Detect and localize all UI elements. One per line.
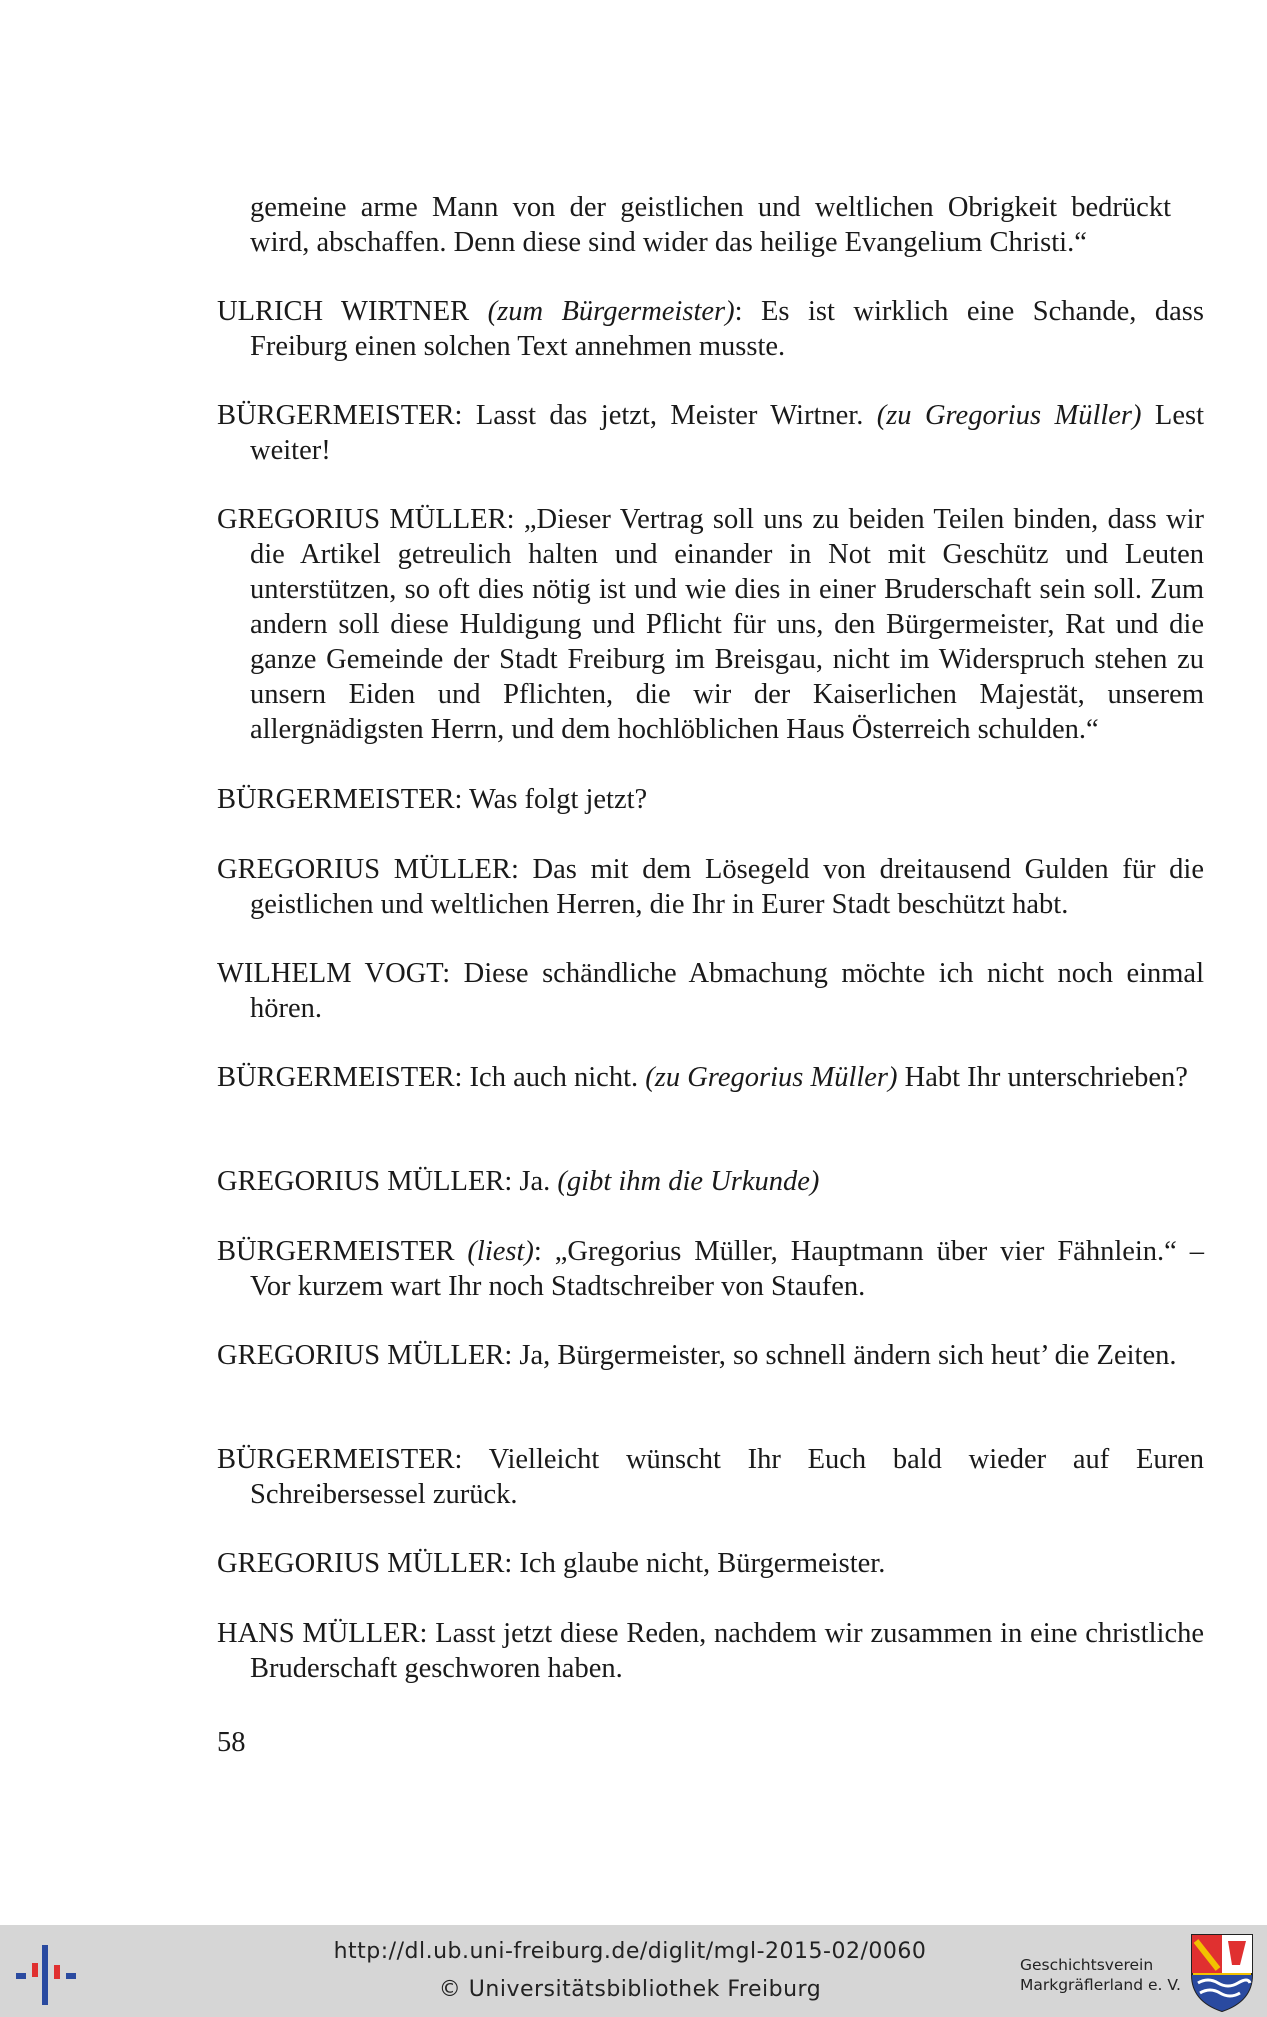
speech-paragraph [217,1234,1204,1304]
speech-text: HANS MÜLLER: Lasst jetzt diese Reden, nachdem wir zusammen in eine christliche Bruderschaft geschworen haben. [217,1618,1204,1684]
speech-paragraph [217,1616,1204,1686]
footer-copyright: © Universitätsbibliothek Freiburg [438,1977,822,2002]
speech-paragraph [217,1060,1204,1095]
footer-organization [1020,1955,1181,1995]
speech-text: BÜRGERMEISTER [217,1236,468,1267]
stage-direction: (gibt ihm die Urkunde) [557,1166,820,1197]
quote-paragraph [250,190,1171,260]
speech-text: BÜRGERMEISTER: Lasst das jetzt, Meister Wirtner. [217,400,877,431]
speech-paragraph [217,1546,1204,1581]
stage-direction: (zum Bürgermeister) [487,296,735,327]
speech-text: GREGORIUS MÜLLER: Ja, Bürgermeister, so schnell ändern sich heut’ die Zeiten. [217,1340,1177,1371]
speech-paragraph [217,1164,1204,1199]
speech-text: GREGORIUS MÜLLER: „Dieser Vertrag soll uns zu beiden Teilen binden, dass wir die Artikel getreulich halten und einander in Not mit Geschütz und Leuten unterstützen, so oft dies nötig ist und wie dies in einer Bruderschaft sein soll. Zum andern soll diese Huldigung und Pflicht für uns, den Bürgermeister, Rat und die ganze Gemeinde der Stadt Freiburg im Breisgau, nicht im Widerspruch stehen zu unsern Eiden und Pflichten, die wir der Kaiserlichen Majestät, unserem allergnädigsten Herrn, und dem hochlöblichen Haus Österreich schulden.“ [217,504,1204,745]
speech-paragraph [217,956,1204,1026]
speech-text: Habt Ihr unterschrieben? [897,1062,1188,1093]
org-name-line2: Markgräflerland e. V. [1020,1976,1181,1994]
speech-text: ULRICH WIRTNER [217,296,488,327]
speech-text: WILHELM VOGT: Diese schändliche Abmachung möchte ich nicht noch einmal hören. [217,958,1204,1024]
speech-text: : „Gregorius Müller, Hauptmann über vier Fähnlein.“ – Vor kurzem wart Ihr noch Stadtschreiber von Staufen. [250,1236,1204,1302]
speech-text: GREGORIUS MÜLLER: Das mit dem Lösegeld von dreitausend Gulden für die geistlichen und weltlichen Herren, die Ihr in Eurer Stadt beschützt habt. [217,854,1204,920]
speech-text: gemeine arme Mann von der geistlichen und weltlichen Obrigkeit bedrückt wird, abschaffen. Denn diese sind wider das heilige Evangelium Christi.“ [250,192,1171,258]
speech-text: GREGORIUS MÜLLER: Ich glaube nicht, Bürgermeister. [217,1548,886,1579]
speech-text: GREGORIUS MÜLLER: Ja. [217,1166,558,1197]
speech-paragraph [217,1338,1204,1373]
speech-paragraph [217,294,1204,364]
org-name-line1: Geschichtsverein [1020,1956,1154,1974]
library-logo-icon [12,1941,82,2007]
stage-direction: (zu Gregorius Müller) [645,1062,898,1093]
coat-of-arms-icon [1188,1931,1256,2013]
speech-text: BÜRGERMEISTER: Vielleicht wünscht Ihr Euch bald wieder auf Euren Schreibersessel zurück. [217,1444,1204,1510]
speech-paragraph [217,852,1204,922]
speech-paragraph [217,398,1204,468]
speech-text: BÜRGERMEISTER: Ich auch nicht. [217,1062,646,1093]
footer-bar [0,1925,1267,2017]
page-number: 58 [217,1727,246,1758]
speech-paragraph [217,1442,1204,1512]
stage-direction: (liest) [467,1236,534,1267]
speech-text: Lest weiter! [250,400,1204,466]
speech-text: BÜRGERMEISTER: Was folgt jetzt? [217,784,648,815]
stage-direction: (zu Gregorius Müller) [876,400,1142,431]
speech-paragraph [217,502,1204,747]
speech-paragraph [217,782,1204,817]
footer-url[interactable]: http://dl.ub.uni-freiburg.de/diglit/mgl-2015-02/0060 [333,1939,927,1964]
speech-text: : Es ist wirklich eine Schande, dass Freiburg einen solchen Text annehmen musste. [250,296,1204,362]
